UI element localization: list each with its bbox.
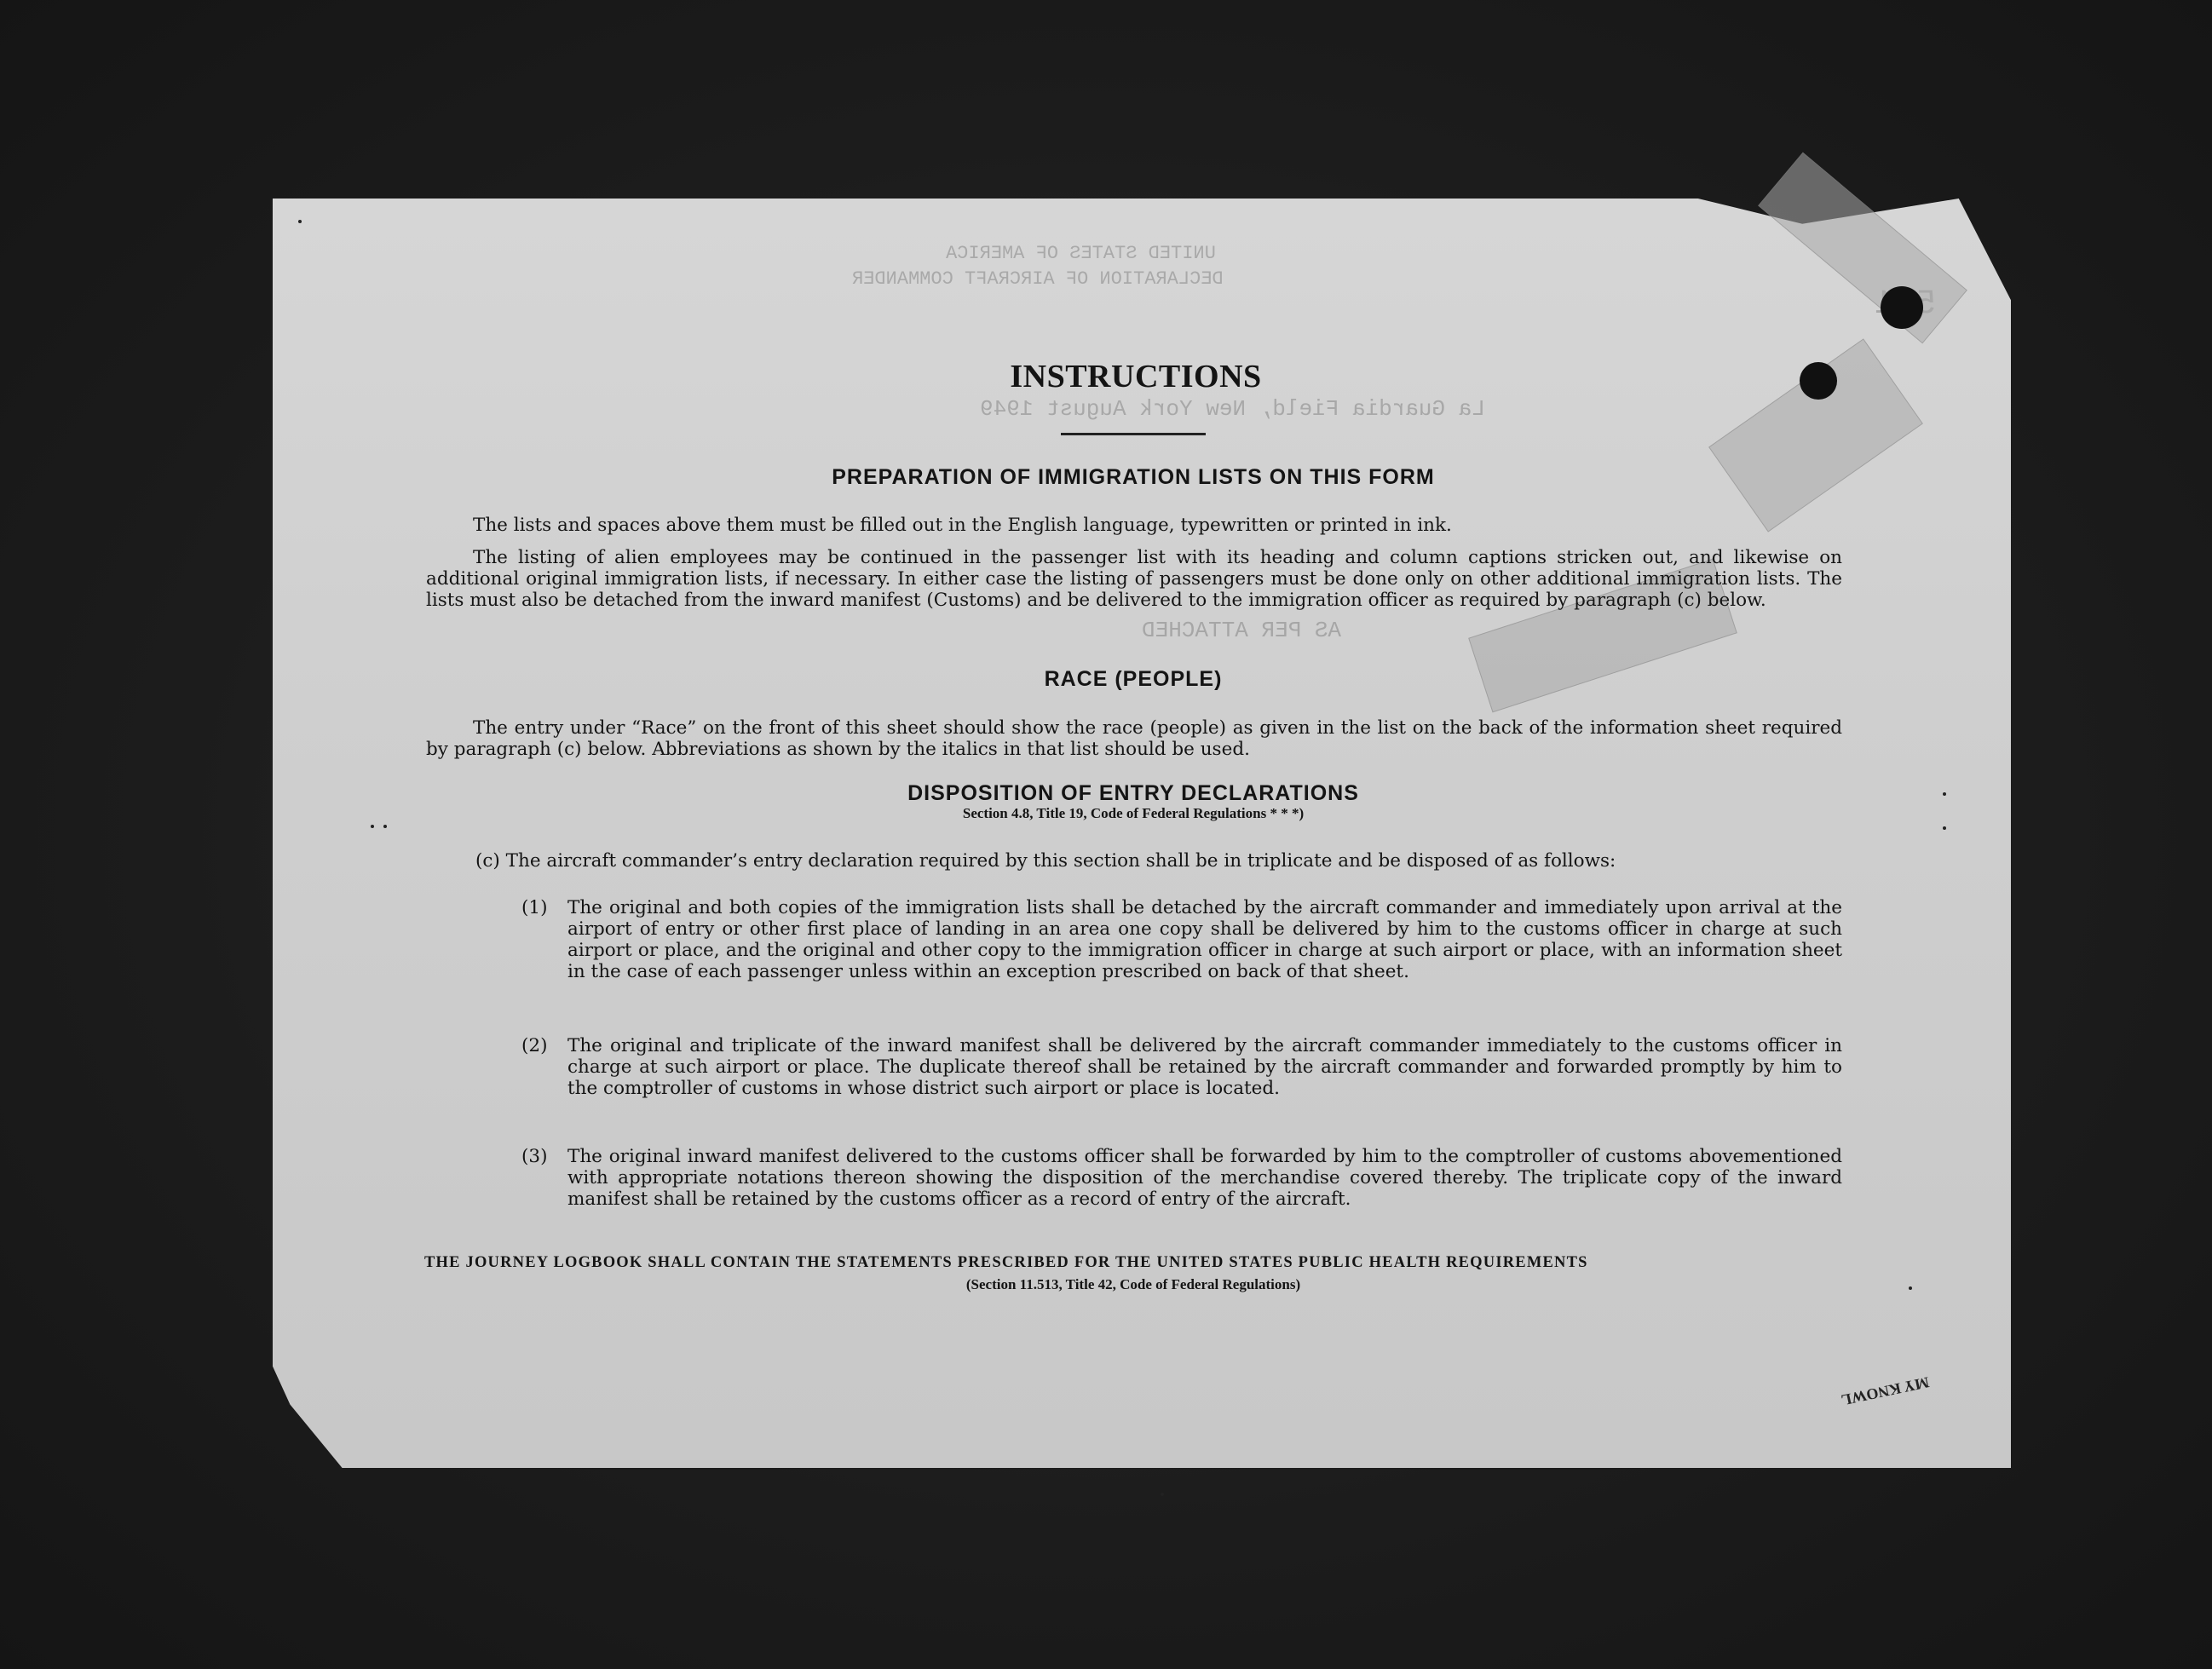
list-item-text: The original inward manifest delivered to the customs officer shall be forwarded by him to the comptroller of customs abovementioned with appropriate notations thereon showing the disposition of the merchandise covered thereby. The triplicate copy of the inward manifest shall be retained by the customs officer as a record of entry of the aircraft. [567,1146,1842,1210]
bleed-through-line: AS PER ATTACHED [1142,618,1342,643]
paragraph-race [426,717,1842,760]
speck [1943,792,1946,796]
bleed-through-line: DECLARATION OF AIRCRAFT COMMANDER [852,268,1224,290]
section-heading-disposition: DISPOSITION OF ENTRY DECLARATIONS [907,781,1359,805]
speck [1943,826,1946,830]
speck [298,220,302,223]
section-heading-race: RACE (PEOPLE) [1044,667,1223,691]
paragraph-text: The entry under “Race” on the front of this sheet should show the race (people) as given in the list on the back of the information sheet required by paragraph (c) below. Abbreviations as shown by the italics in that list should be used. [426,717,1842,760]
title-underline [1061,433,1206,435]
bleed-through-line: UNITED STATES OF AMERICA [946,243,1216,264]
corner-fold-text: MY KNOWL [1840,1373,1931,1409]
paragraph-disposition-intro: (c) The aircraft commander’s entry declaration required by this section shall be in triplicate and be disposed of as follows: [475,850,1616,872]
document-title: INSTRUCTIONS [1010,359,1262,394]
ink-blot [1800,362,1837,400]
list-item-text: The original and triplicate of the inward manifest shall be delivered by the aircraft commander immediately to the customs officer in charge at such airport or place. The duplicate thereof shall be retained by the aircraft commander and forwarded promptly by him to the comptroller of customs in whose district such airport or place is located. [567,1035,1842,1099]
footer-citation: (Section 11.513, Title 42, Code of Federal Regulations) [965,1276,1301,1292]
speck [1161,1493,1164,1496]
speck [371,825,374,828]
footer-statement: THE JOURNEY LOGBOOK SHALL CONTAIN THE STATEMENTS PRESCRIBED FOR THE UNITED STATES PUBLIC HEALTH REQUIREMENTS [424,1254,1588,1271]
section-subheading-disposition: Section 4.8, Title 19, Code of Federal Regulations * * *) [962,805,1305,821]
ink-blot [1881,286,1923,329]
section-heading-preparation: PREPARATION OF IMMIGRATION LISTS ON THIS FORM [832,465,1435,489]
paragraph-text: The listing of alien employees may be continued in the passenger list with its heading and column captions stricken out, and likewise on additional original immigration lists, if necessary. In either case the listing of passengers must be done only on other additional immigration lists. The lists must also be detached from the inward manifest (Customs) and be delivered to the immigration officer as required by paragraph (c) below. [426,547,1842,611]
list-item-text: The original and both copies of the immigration lists shall be detached by the aircraft commander and immediately upon arrival at the airport of entry or other first place of landing in an area one copy shall be delivered by him to the customs officer in charge at such airport or place, and the original and other copy to the immigration officer in charge at such airport or place, with an information sheet in the case of each passenger unless within an exception prescribed on back of that sheet. [567,897,1842,982]
speck [383,825,387,828]
list-item-number: (1) [521,897,548,918]
list-item-number: (3) [521,1146,548,1167]
bleed-through-line: La Guardia Field, New York August 1949 [980,396,1485,422]
paragraph-preparation-2 [426,547,1842,611]
list-item-number: (2) [521,1035,548,1056]
paragraph-text: The lists and spaces above them must be filled out in the English language, typewritten or printed in ink. [473,515,1452,536]
paragraph-preparation-1 [426,515,1842,536]
speck [1909,1286,1912,1290]
